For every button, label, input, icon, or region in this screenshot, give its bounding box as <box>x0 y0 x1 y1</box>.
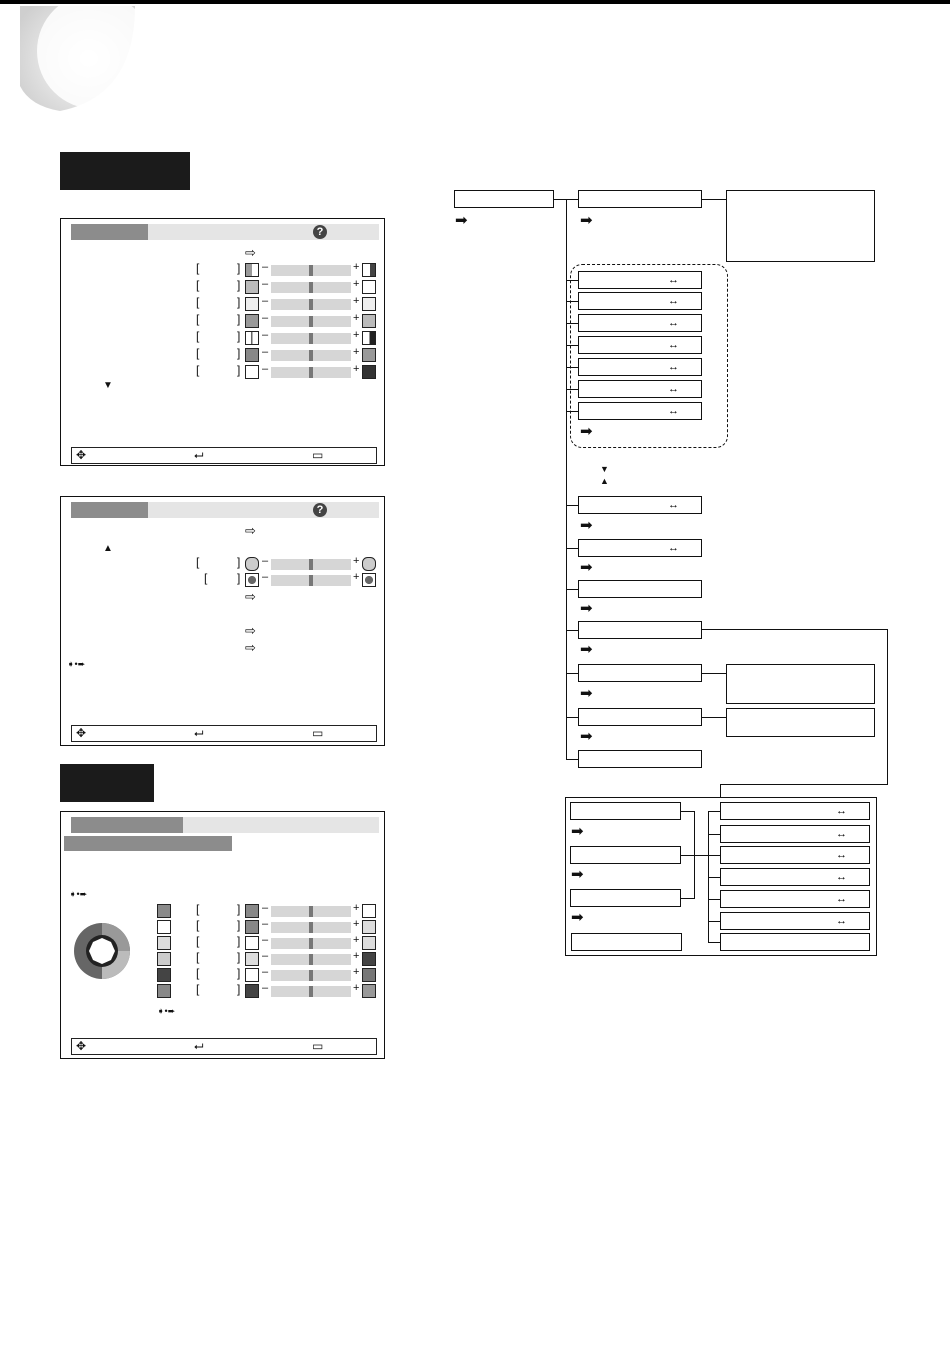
plus-sign: + <box>353 934 360 946</box>
connector <box>702 629 888 630</box>
connector <box>566 759 578 760</box>
connector <box>708 921 720 922</box>
bracket-open: [ <box>196 363 200 377</box>
left-right-icon: ↔ <box>668 295 679 307</box>
left-right-icon: ↔ <box>668 339 679 351</box>
bracket-close: ] <box>237 363 241 377</box>
tree-item-box <box>578 664 702 682</box>
color-adjust-box <box>720 868 870 886</box>
connector <box>566 323 578 324</box>
bracket-open: [ <box>196 329 200 343</box>
color-adjust-box <box>720 933 870 951</box>
bracket-open: [ <box>196 950 200 964</box>
bracket-open: [ <box>196 982 200 996</box>
connector <box>887 629 888 785</box>
connector <box>566 280 578 281</box>
select-icon: ✥ <box>76 448 87 462</box>
right-arrow-icon: ➡ <box>455 212 468 229</box>
hollow-arrow-icon: ⇨ <box>245 523 256 538</box>
reset-icon[interactable]: ➧•➨ <box>157 1006 176 1016</box>
down-icon: ▼ <box>600 464 609 474</box>
adjust-item-box <box>578 271 702 289</box>
plus-sign: + <box>353 312 360 324</box>
connector <box>720 784 888 785</box>
select-icon: ✥ <box>76 726 87 740</box>
tree-root-box <box>454 190 554 208</box>
plus-sign: + <box>353 346 360 358</box>
reset-icon[interactable]: ➧•➨ <box>69 889 88 899</box>
bracket-close: ] <box>237 982 241 996</box>
connector <box>554 199 566 200</box>
minus-sign: – <box>262 295 269 307</box>
connector <box>566 589 578 590</box>
bracket-close: ] <box>237 346 241 360</box>
color-adjust-box <box>720 825 870 843</box>
minus-sign: – <box>262 363 269 375</box>
adjust-item-box <box>578 402 702 420</box>
left-right-icon: ↔ <box>668 405 679 417</box>
connector <box>566 505 578 506</box>
bracket-open: [ <box>196 346 200 360</box>
adjust-item-box <box>578 292 702 310</box>
minus-sign: – <box>262 278 269 290</box>
minus-sign: – <box>262 329 269 341</box>
right-arrow-icon: ➡ <box>580 600 593 617</box>
right-arrow-icon: ➡ <box>580 685 593 702</box>
help-icon[interactable]: ? <box>313 225 327 239</box>
bracket-open: [ <box>196 934 200 948</box>
plus-sign: + <box>353 982 360 994</box>
color-item-box <box>570 802 681 820</box>
minus-sign: – <box>262 571 269 583</box>
connector <box>681 898 695 899</box>
connector <box>708 855 720 856</box>
bracket-open: [ <box>196 312 200 326</box>
bracket-open: [ <box>196 261 200 275</box>
reset-icon[interactable]: ➧•➨ <box>67 659 86 669</box>
bracket-close: ] <box>237 295 241 309</box>
left-right-icon: ↔ <box>668 361 679 373</box>
right-arrow-icon: ➡ <box>580 212 593 229</box>
plus-sign: + <box>353 555 360 567</box>
adjust-item-box <box>578 358 702 376</box>
minus-sign: – <box>262 346 269 358</box>
adjust-item-box <box>578 496 702 514</box>
bracket-close: ] <box>237 966 241 980</box>
tree-info-box <box>726 708 875 737</box>
menu-icon: ▭ <box>312 1039 324 1053</box>
right-arrow-icon: ➡ <box>571 866 584 883</box>
right-arrow-icon: ➡ <box>580 559 593 576</box>
connector <box>566 389 578 390</box>
bracket-close: ] <box>237 571 241 585</box>
plus-sign: + <box>353 329 360 341</box>
scroll-down-icon[interactable]: ▼ <box>103 380 113 391</box>
color-adjust-box <box>720 802 870 820</box>
scroll-up-icon[interactable]: ▲ <box>103 543 113 554</box>
bracket-close: ] <box>237 950 241 964</box>
connector <box>566 630 578 631</box>
connector <box>566 548 578 549</box>
right-arrow-icon: ➡ <box>571 823 584 840</box>
help-icon[interactable]: ? <box>313 503 327 517</box>
hollow-arrow-icon: ⇨ <box>245 589 256 604</box>
color-item-box <box>570 846 681 864</box>
right-arrow-icon: ➡ <box>580 728 593 745</box>
bracket-open: [ <box>196 966 200 980</box>
bracket-close: ] <box>237 312 241 326</box>
bracket-open: [ <box>196 902 200 916</box>
connector <box>566 301 578 302</box>
plus-sign: + <box>353 278 360 290</box>
color-item-box <box>570 889 681 907</box>
connector <box>708 834 720 835</box>
left-right-icon: ↔ <box>836 915 847 927</box>
enter-icon: ⮠ <box>194 1039 204 1053</box>
hollow-arrow-icon: ⇨ <box>245 623 256 638</box>
menu-icon: ▭ <box>312 726 324 740</box>
bracket-open: [ <box>196 555 200 569</box>
minus-sign: – <box>262 312 269 324</box>
hollow-arrow-icon: ⇨ <box>245 640 256 655</box>
connector <box>702 199 726 200</box>
bracket-close: ] <box>237 555 241 569</box>
left-right-icon: ↔ <box>836 849 847 861</box>
plus-sign: + <box>353 966 360 978</box>
left-right-icon: ↔ <box>836 893 847 905</box>
bracket-close: ] <box>237 329 241 343</box>
plus-sign: + <box>353 571 360 583</box>
color-item-box <box>571 933 682 951</box>
connector <box>681 811 695 812</box>
adjust-item-box <box>578 336 702 354</box>
plus-sign: + <box>353 261 360 273</box>
minus-sign: – <box>262 902 269 914</box>
connector <box>566 717 578 718</box>
right-arrow-icon: ➡ <box>580 641 593 658</box>
left-right-icon: ↔ <box>836 871 847 883</box>
bracket-close: ] <box>237 261 241 275</box>
left-right-icon: ↔ <box>668 542 679 554</box>
connector <box>566 199 578 200</box>
left-right-icon: ↔ <box>836 828 847 840</box>
connector <box>708 899 720 900</box>
bracket-open: [ <box>196 295 200 309</box>
connector <box>708 942 720 943</box>
adjust-item-box <box>578 539 702 557</box>
tree-item-box <box>578 750 702 768</box>
select-icon: ✥ <box>76 1039 87 1053</box>
connector <box>566 345 578 346</box>
connector <box>708 811 720 812</box>
enter-icon: ⮠ <box>194 726 204 740</box>
color-adjust-box <box>720 890 870 908</box>
connector <box>681 855 708 856</box>
tree-item-box <box>578 190 702 208</box>
bracket-close: ] <box>237 934 241 948</box>
minus-sign: – <box>262 555 269 567</box>
left-right-icon: ↔ <box>836 805 847 817</box>
adjust-item-box <box>578 314 702 332</box>
right-arrow-icon: ➡ <box>571 909 584 926</box>
plus-sign: + <box>353 902 360 914</box>
bracket-open: [ <box>204 571 208 585</box>
tree-info-box <box>726 190 875 262</box>
color-adjust-box <box>720 912 870 930</box>
right-arrow-icon: ➡ <box>580 517 593 534</box>
right-arrow-icon: ➡ <box>580 423 593 440</box>
connector <box>566 411 578 412</box>
plus-sign: + <box>353 950 360 962</box>
left-right-icon: ↔ <box>668 317 679 329</box>
minus-sign: – <box>262 918 269 930</box>
tree-item-box <box>578 708 702 726</box>
tree-item-box <box>578 621 702 639</box>
connector <box>720 784 721 798</box>
plus-sign: + <box>353 918 360 930</box>
up-icon: ▲ <box>600 476 609 486</box>
minus-sign: – <box>262 982 269 994</box>
minus-sign: – <box>262 934 269 946</box>
color-adjust-box <box>720 846 870 864</box>
hollow-arrow-icon: ⇨ <box>245 245 256 260</box>
bracket-open: [ <box>196 278 200 292</box>
tree-item-box <box>578 580 702 598</box>
tree-info-box <box>726 664 875 704</box>
minus-sign: – <box>262 261 269 273</box>
menu-icon: ▭ <box>312 448 324 462</box>
left-right-icon: ↔ <box>668 499 679 511</box>
connector <box>708 877 720 878</box>
enter-icon: ⮠ <box>194 448 204 462</box>
minus-sign: – <box>262 966 269 978</box>
adjust-item-box <box>578 380 702 398</box>
left-right-icon: ↔ <box>668 274 679 286</box>
connector <box>566 199 567 759</box>
connector <box>702 673 726 674</box>
bracket-close: ] <box>237 918 241 932</box>
plus-sign: + <box>353 295 360 307</box>
bracket-close: ] <box>237 278 241 292</box>
left-right-icon: ↔ <box>668 383 679 395</box>
connector <box>566 673 578 674</box>
bracket-open: [ <box>196 918 200 932</box>
connector <box>566 367 578 368</box>
plus-sign: + <box>353 363 360 375</box>
minus-sign: – <box>262 950 269 962</box>
connector <box>702 717 726 718</box>
bracket-close: ] <box>237 902 241 916</box>
